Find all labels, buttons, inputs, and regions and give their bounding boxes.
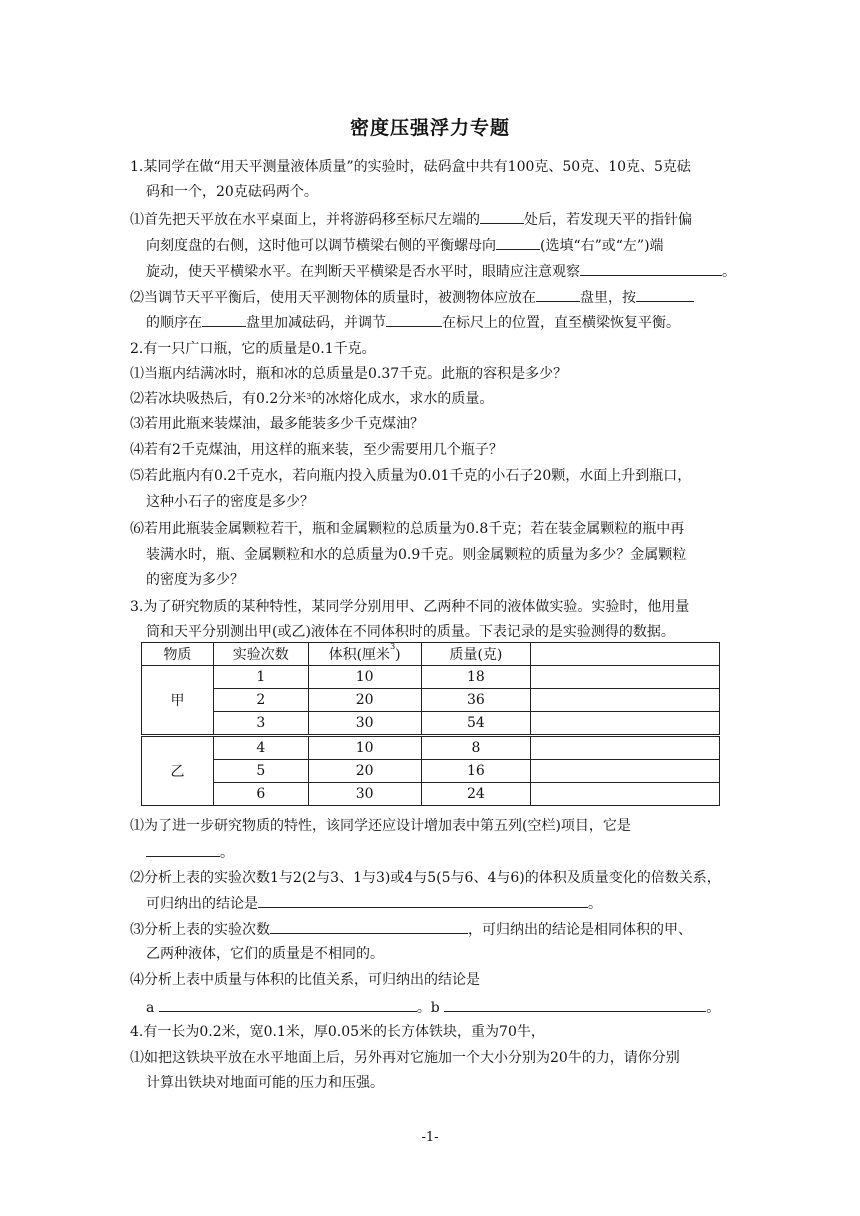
q3-sub-4-line-1: ⑷分析上表中质量与体积的比值关系，可归纳出的结论是 <box>130 972 480 988</box>
table-header-cell: 实验次数 <box>213 643 308 666</box>
q1-line-1: 1.某同学在做“用天平测量液体质量”的实验时，砝码盒中共有100克、50克、10克、5克砝 <box>130 159 691 175</box>
table-header-cell-empty[interactable] <box>531 643 720 666</box>
answer-blank[interactable] <box>270 919 468 934</box>
table-header-cell <box>308 643 421 666</box>
answer-blank[interactable] <box>496 235 540 250</box>
table-cell: 30 <box>308 783 421 806</box>
answer-blank[interactable] <box>580 261 722 276</box>
q3-sub-3-line-2: 乙两种液体，它们的质量是不相同的。 <box>146 946 384 962</box>
q1-part1-text: 。 <box>722 264 736 280</box>
q2-sub-4: ⑷若有2千克煤油，用这样的瓶来装，至少需要用几个瓶子？ <box>130 442 503 458</box>
q1-part1-line-2 <box>146 235 664 256</box>
table-cell: 4 <box>213 736 308 760</box>
superscript: 3 <box>390 642 396 651</box>
table-cell: 30 <box>308 712 421 736</box>
answer-blank[interactable] <box>146 842 220 857</box>
answer-blank[interactable] <box>444 997 706 1012</box>
answer-blank[interactable] <box>480 209 524 224</box>
table-cell: 2 <box>213 689 308 712</box>
table-row <box>142 736 720 760</box>
q1-part2-text: ⑵当调节天平平衡后，使用天平测物体的质量时，被测物体应放在 <box>130 290 536 306</box>
q1-part2-text: 在标尺上的位置，直至横梁恢复平衡。 <box>442 315 680 331</box>
table-cell-empty[interactable] <box>531 783 720 806</box>
table-cell: 16 <box>421 760 531 783</box>
header-text: 体积(厘米 <box>328 647 391 663</box>
q1-part1-line-3 <box>146 261 736 282</box>
answer-blank[interactable] <box>636 287 694 302</box>
table-cell: 54 <box>421 712 531 736</box>
q2-sub-1: ⑴当瓶内结满冰时，瓶和冰的总质量是0.37千克。此瓶的容积是多少？ <box>130 366 568 382</box>
q1-part1-text: ⑴首先把天平放在水平桌面上，并将游码移至标尺左端的 <box>130 212 480 228</box>
table-row <box>142 712 720 736</box>
q2-sub-3: ⑶若用此瓶来装煤油，最多能装多少千克煤油？ <box>130 416 424 432</box>
q1-part1-text: (选填“右”或“左”)端 <box>540 238 664 254</box>
q3-sub-3-text: ，可归纳出的结论是相同体积的甲、 <box>468 922 692 938</box>
answer-blank[interactable] <box>159 997 417 1012</box>
q1-part1-line-1 <box>130 209 692 230</box>
table-header-row <box>142 643 720 666</box>
q2-line-1: 2.有一只广口瓶，它的质量是0.1千克。 <box>130 341 376 357</box>
q3-sub-1-line-1: ⑴为了进一步研究物质的特性，该同学还应设计增加表中第五列(空栏)项目，它是 <box>130 818 631 834</box>
q4-sub-1-line-1: ⑴如把这铁块平放在水平地面上后，另外再对它施加一个大小分别为20牛的力，请你分别 <box>130 1050 680 1066</box>
q1-part2-line-2 <box>146 312 680 333</box>
table-cell-empty[interactable] <box>531 689 720 712</box>
table-cell: 1 <box>213 666 308 689</box>
q1-part2-text: 的顺序在 <box>146 315 202 331</box>
page-title: 密度压强浮力专题 <box>349 117 510 139</box>
table-cell: 18 <box>421 666 531 689</box>
q3-sub-3-line-1 <box>130 919 692 940</box>
table-cell: 20 <box>308 689 421 712</box>
q2-sub-2 <box>130 389 493 409</box>
table-cell: 8 <box>421 736 531 760</box>
q3-line-2: 筒和天平分别测出甲(或乙)液体在不同体积时的质量。下表记录的是实验测得的数据。 <box>146 624 675 640</box>
table-cell: 5 <box>213 760 308 783</box>
q3-sub-4-label-a: a <box>146 1000 155 1016</box>
q3-sub-2-line-1: ⑵分析上表的实验次数1与2(2与3、1与3)或4与5(5与6、4与6)的体积及质量变化的倍数关系， <box>130 870 721 886</box>
table-header-cell: 物质 <box>142 643 214 666</box>
answer-blank[interactable] <box>258 893 588 908</box>
table-cell: 10 <box>308 736 421 760</box>
table-row <box>142 760 720 783</box>
q4-sub-1-line-2: 计算出铁块对地面可能的压力和压强。 <box>146 1075 384 1091</box>
q3-sub-1-line-2 <box>146 842 234 863</box>
table-cell: 3 <box>213 712 308 736</box>
substance-cell: 乙 <box>142 736 214 806</box>
q1-part1-text: 旋动，使天平横梁水平。在判断天平横梁是否水平时，眼睛应注意观察 <box>146 264 580 280</box>
table-cell: 20 <box>308 760 421 783</box>
q2-sub-5-line-1: ⑸若此瓶内有0.2千克水，若向瓶内投入质量为0.01千克的小石子20颗，水面上升到瓶口， <box>130 468 692 484</box>
q1-part2-text: 盘里加减砝码，并调节 <box>246 315 386 331</box>
answer-blank[interactable] <box>202 312 246 327</box>
q1-part2-line-1 <box>130 287 694 308</box>
q1-line-2: 码和一个，20克砝码两个。 <box>146 184 318 200</box>
q3-sub-4-line-2 <box>146 997 720 1018</box>
table-row <box>142 666 720 689</box>
table-cell-empty[interactable] <box>531 736 720 760</box>
table-cell-empty[interactable] <box>531 712 720 736</box>
q3-sub-3-text: ⑶分析上表的实验次数 <box>130 922 270 938</box>
q3-sub-2-text: 。 <box>588 896 602 912</box>
answer-blank[interactable] <box>536 287 580 302</box>
table-row <box>142 689 720 712</box>
table-cell: 6 <box>213 783 308 806</box>
page-number: -1- <box>421 1130 439 1145</box>
table-cell: 10 <box>308 666 421 689</box>
q2-sub-6-line-3: 的密度为多少？ <box>146 572 244 588</box>
q2-sub-5-line-2: 这种小石子的密度是多少？ <box>146 494 314 510</box>
q3-sub-2-text: 可归纳出的结论是 <box>146 896 258 912</box>
q3-sub-1-text: 。 <box>220 845 234 861</box>
table-cell: 24 <box>421 783 531 806</box>
q3-sub-4-end: 。 <box>706 1000 721 1016</box>
q1-part1-text: 处后，若发现天平的指针偏 <box>524 212 692 228</box>
superscript: 3 <box>306 392 312 401</box>
table-cell-empty[interactable] <box>531 760 720 783</box>
table-cell-empty[interactable] <box>531 666 720 689</box>
q2-sub-6-line-1: ⑹若用此瓶装金属颗粒若干，瓶和金属颗粒的总质量为0.8千克；若在装金属颗粒的瓶中再 <box>130 521 685 537</box>
table-row <box>142 783 720 806</box>
header-text: ) <box>395 647 401 663</box>
q3-sub-4-label-b: 。b <box>416 1000 440 1016</box>
experiment-data-table <box>141 642 720 806</box>
q1-part1-text: 向刻度盘的右侧，这时他可以调节横梁右侧的平衡螺母向 <box>146 238 496 254</box>
q1-part2-text: 盘里，按 <box>580 290 636 306</box>
q3-sub-2-line-2 <box>146 893 602 914</box>
q3-line-1: 3.为了研究物质的某种特性，某同学分别用甲、乙两种不同的液体做实验。实验时，他用量 <box>130 599 690 615</box>
q2-sub-6-line-2: 装满水时，瓶、金属颗粒和水的总质量为0.9千克。则金属颗粒的质量为多少？金属颗粒 <box>146 547 687 563</box>
q4-line-1: 4.有一长为0.2米，宽0.1米，厚0.05米的长方体铁块，重为70牛， <box>130 1024 545 1040</box>
q2-sub-2-text: 的冰熔化成水，求水的质量。 <box>311 391 494 407</box>
answer-blank[interactable] <box>386 312 442 327</box>
table-header-cell: 质量(克) <box>421 643 531 666</box>
substance-cell: 甲 <box>142 666 214 736</box>
table-cell: 36 <box>421 689 531 712</box>
q2-sub-2-text: ⑵若冰块吸热后，有0.2分米 <box>130 391 307 407</box>
